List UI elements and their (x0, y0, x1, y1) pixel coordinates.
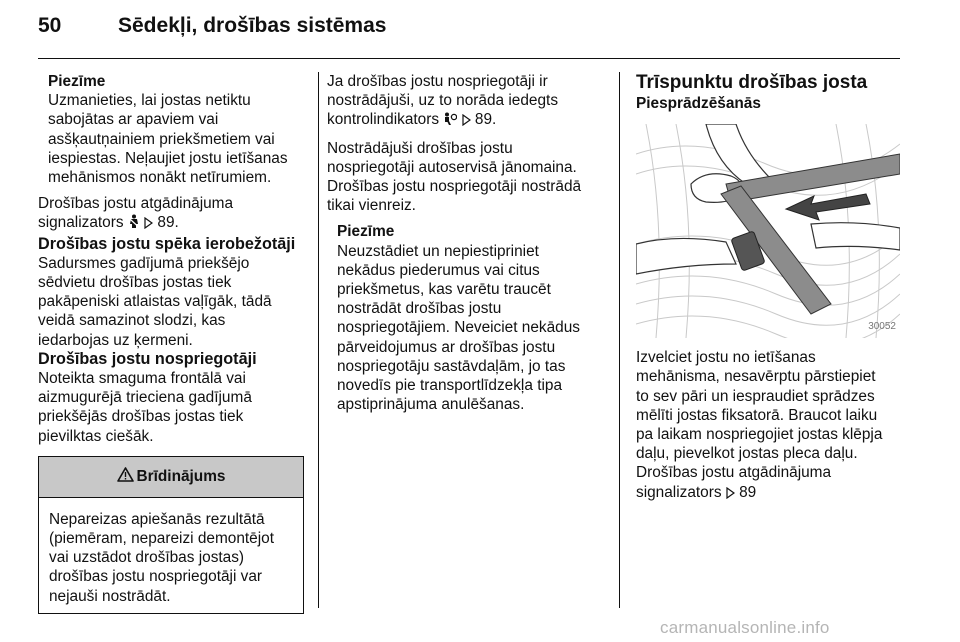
body-line: nospriegotāji autoservisā jānomaina. (327, 158, 577, 176)
body-line: Sadursmes gadījumā priekšējo (38, 254, 250, 272)
body-line: Izvelciet jostu no ietīšanas (636, 349, 816, 367)
warning-line: nejauši nostrādāt. (49, 587, 171, 605)
subsection-heading: Piesprādzēšanās (636, 95, 761, 112)
note-block (337, 222, 605, 414)
page-reference-icon[interactable] (726, 485, 735, 504)
body-line: Ja drošības jostu nospriegotāji ir (327, 73, 548, 90)
note-title: Piezīme (337, 223, 395, 241)
figure-code: 30052 (868, 321, 896, 332)
page-reference-icon[interactable] (144, 215, 153, 234)
body-line: pa laikam nospriegojiet jostas klēpja (636, 426, 883, 444)
column-right (636, 72, 900, 504)
body-line: veidā samazinot slodzi, kas (38, 312, 226, 330)
note-line: iespiestas. Neļaujiet jostu ietīšanas (48, 149, 288, 167)
body-text: kontrolindikators (327, 111, 440, 129)
body-line: sēdvietu drošības jostas tiek (38, 274, 232, 292)
note-line: nospriegotājiem. Neveiciet nekādus (337, 319, 580, 337)
body-line: mēlīti jostas fiksatorā. Braucot laiku (636, 406, 878, 424)
section-heading: Drošības jostu nospriegotāji (38, 349, 257, 368)
section-heading: Drošības jostu spēka ierobežotāji (38, 234, 296, 253)
body-line (38, 213, 306, 234)
body-line: Drošības jostu atgādinājuma (38, 195, 234, 213)
instructions-paragraph (636, 348, 900, 504)
note-line: asšķautņainiem priekšmetiem vai (48, 130, 275, 148)
warning-line: drošības jostu nospriegotāji var (49, 568, 263, 586)
note-line: nostrādāt drošības jostu (337, 300, 502, 318)
body-line (636, 483, 900, 504)
note-line: sabojātas ar apaviem vai (48, 111, 219, 129)
limiters-paragraph (38, 254, 306, 350)
body-line: priekšējās drošības jostas tiek (38, 408, 244, 426)
warning-body (39, 498, 303, 613)
column-left (38, 72, 306, 614)
replacement-paragraph (327, 139, 605, 216)
airbag-indicator-icon (443, 112, 457, 131)
watermark: carmanualsonline.info (660, 618, 830, 637)
note-line: nospriegotāju sastāvdaļām, jo tas (337, 357, 566, 375)
body-line: mehānisma, nesavērptu pārstiepiet (636, 368, 876, 386)
reminder-paragraph (38, 194, 306, 234)
body-line: pievilktas ciešāk. (38, 427, 154, 445)
note-title: Piezīme (48, 73, 106, 90)
body-line: Drošības jostu atgādinājuma (636, 464, 832, 482)
warning-title: Brīdinājums (136, 468, 226, 486)
note-line: apstiprinājuma anulēšanas. (337, 396, 525, 414)
warning-line: Nepareizas apiešanās rezultātā (49, 510, 265, 528)
warning-box (38, 456, 304, 614)
warning-triangle-icon (117, 467, 137, 487)
note-line: priekšmetus, kas varētu traucēt (337, 281, 551, 299)
seatbelt-illustration (636, 124, 900, 338)
warning-line: (piemēram, nepareizi demontējot (49, 530, 274, 548)
body-line: Drošības jostu nospriegotāji nostrādā (327, 178, 582, 196)
body-line: nostrādājuši, uz to norāda iedegts (327, 92, 559, 110)
section-heading: Trīspunktu drošības josta (636, 72, 868, 93)
note-line: novedīs pie transportlīdzekļa tipa (337, 377, 563, 395)
page-header-title: Sēdekļi, drošības sistēmas (118, 14, 387, 37)
column-middle (327, 72, 605, 414)
page-number: 50 (38, 14, 62, 37)
body-line: to sev pāri un iespraudiet sprādzes (636, 387, 875, 405)
body-text: signalizators (636, 483, 722, 501)
note-line: Uzmanieties, lai jostas netiktu (48, 92, 251, 110)
note-line: nekādus piederumus vai citus (337, 261, 540, 279)
indicator-paragraph (327, 72, 605, 132)
column-divider (619, 72, 620, 608)
page-reference[interactable]: 89. (157, 214, 179, 232)
body-line: iedarbojas uz ķermeni. (38, 331, 193, 349)
warning-header (39, 457, 303, 498)
warning-line: vai uzstādot drošības jostas) (49, 549, 245, 567)
page-reference[interactable]: 89 (739, 483, 757, 501)
note-line: mehānismos nonākt netīrumiem. (48, 169, 272, 187)
page-reference-icon[interactable] (462, 112, 471, 131)
note-line: Neuzstādiet un nepiestipriniet (337, 242, 539, 260)
seatbelt-reminder-icon (128, 214, 140, 234)
body-line: tikai vienreiz. (327, 197, 416, 215)
pretensioners-paragraph (38, 369, 306, 446)
body-text: signalizators (38, 214, 124, 232)
body-line: Nostrādājuši drošības jostu (327, 139, 513, 157)
body-line: aizmugurējā trieciena gadījumā (38, 389, 252, 407)
body-line: pakāpeniski atlaistas vaļīgāk, tādā (38, 293, 272, 311)
page-reference[interactable]: 89. (474, 111, 497, 129)
header-rule (38, 58, 900, 59)
column-divider (318, 72, 319, 608)
body-line: daļu, pievelkot jostas pleca daļu. (636, 445, 858, 463)
note-line: pārveidojumus ar drošības jostu (337, 338, 556, 356)
body-line: Noteikta smaguma frontālā vai (38, 370, 246, 388)
body-line (327, 110, 605, 131)
note-block (48, 72, 306, 187)
